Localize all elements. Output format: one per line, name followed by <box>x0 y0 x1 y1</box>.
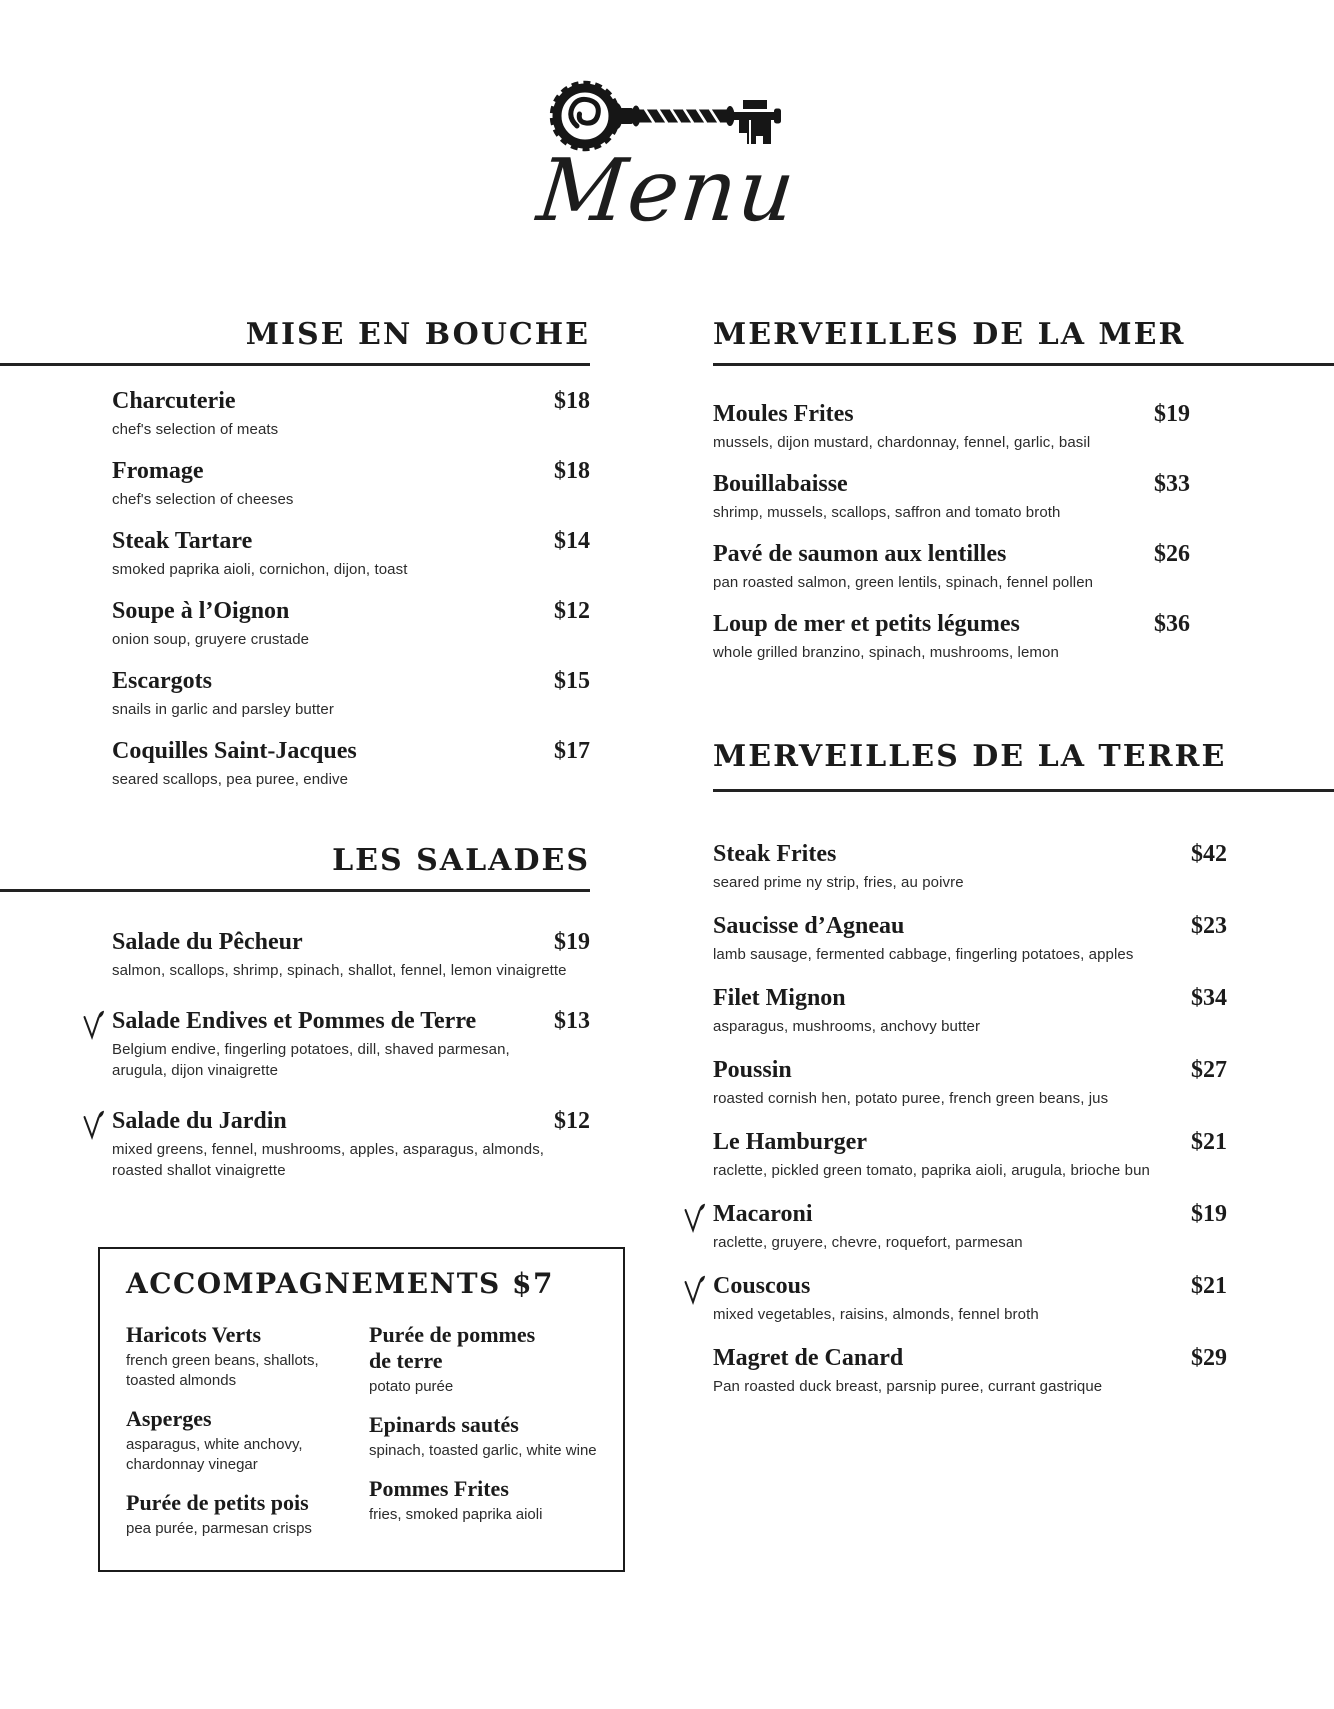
item-description: onion soup, gruyere crustade <box>112 631 310 648</box>
item-price: $42 <box>1191 841 1227 867</box>
item-description: french green beans, shallots, toasted almonds <box>126 1352 319 1389</box>
section-title: LES SALADES <box>332 843 590 878</box>
item-name: Charcuterie <box>112 388 236 414</box>
item-description: mussels, dijon mustard, chardonnay, fennel, garlic, basil <box>713 434 1091 451</box>
item-name: Saucisse d’Agneau <box>713 913 905 939</box>
item-price: $13 <box>554 1008 590 1034</box>
item-name-row <box>112 666 590 696</box>
item-price: $18 <box>554 458 590 484</box>
menu-item <box>713 1271 1227 1325</box>
section-les-salades <box>0 842 590 1206</box>
item-name: Filet Mignon <box>713 985 846 1011</box>
item-name: Steak Frites <box>713 841 837 867</box>
item-name: Haricots Verts <box>126 1322 262 1347</box>
item-name-row <box>112 1106 590 1136</box>
item-price: $33 <box>1154 471 1190 497</box>
item-name: Pommes Frites <box>369 1476 509 1501</box>
section-items <box>713 366 1190 663</box>
item-name-row <box>713 911 1227 941</box>
item-price: $19 <box>1154 401 1190 427</box>
menu-item <box>713 1127 1227 1181</box>
item-name-row <box>112 386 590 416</box>
vegetarian-icon <box>681 1275 705 1305</box>
vegetarian-icon <box>681 1203 705 1233</box>
item-price: $19 <box>554 929 590 955</box>
item-name: Salade du Jardin <box>112 1108 287 1134</box>
menu-item <box>713 399 1190 453</box>
item-price: $12 <box>554 1108 590 1134</box>
item-description: raclette, gruyere, chevre, roquefort, parmesan <box>713 1234 1023 1251</box>
menu-item <box>713 609 1190 663</box>
item-description: chef's selection of cheeses <box>112 491 294 508</box>
item-price: $27 <box>1191 1057 1227 1083</box>
item-description: whole grilled branzino, spinach, mushrooms, lemon <box>713 644 1059 661</box>
item-name-row <box>112 927 590 957</box>
item-name-row <box>713 469 1190 499</box>
section-merveilles-de-la-terre <box>713 738 1334 1415</box>
item-description: roasted cornish hen, potato puree, french green beans, jus <box>713 1090 1109 1107</box>
item-description: shrimp, mussels, scallops, saffron and tomato broth <box>713 504 1061 521</box>
vegetarian-icon <box>80 1110 104 1140</box>
section-title: MERVEILLES DE LA MER <box>713 317 1186 352</box>
item-price: $12 <box>554 598 590 624</box>
menu-item <box>112 1106 590 1181</box>
item-description: lamb sausage, fermented cabbage, fingerling potatoes, apples <box>713 946 1134 963</box>
item-name: Loup de mer et petits légumes <box>713 611 1020 637</box>
item-description: chef's selection of meats <box>112 421 279 438</box>
item-name: Moules Frites <box>713 401 854 427</box>
item-name: Poussin <box>713 1057 792 1083</box>
item-name: Purée de petits pois <box>126 1490 309 1515</box>
item-name: Salade du Pêcheur <box>112 929 303 955</box>
section-items <box>713 792 1227 1397</box>
item-name-row <box>713 839 1227 869</box>
accompagnements-column-left <box>126 1322 369 1554</box>
item-description: mixed greens, fennel, mushrooms, apples, asparagus, almonds, roasted shallot vinaigrette <box>112 1141 545 1179</box>
item-description: seared scallops, pea puree, endive <box>112 771 349 788</box>
item-description: seared prime ny strip, fries, au poivre <box>713 874 964 891</box>
item-name-row <box>112 526 590 556</box>
section-items <box>112 366 590 790</box>
section-mise-en-bouche <box>0 316 590 806</box>
item-name: Escargots <box>112 668 212 694</box>
item-name: Asperges <box>126 1406 212 1431</box>
item-name-row <box>713 1199 1227 1229</box>
menu-item <box>112 666 590 720</box>
menu-item <box>713 839 1227 893</box>
accompagnement-item <box>369 1412 601 1461</box>
accompagnements-column-right <box>369 1322 601 1554</box>
item-description: snails in garlic and parsley butter <box>112 701 334 718</box>
item-name: Magret de Canard <box>713 1345 904 1371</box>
item-description: potato purée <box>369 1378 454 1395</box>
section-title: MERVEILLES DE LA TERRE <box>713 739 1227 774</box>
item-description: raclette, pickled green tomato, paprika aioli, arugula, brioche bun <box>713 1162 1150 1179</box>
item-price: $15 <box>554 668 590 694</box>
menu-item <box>713 539 1190 593</box>
item-name: Purée de pommes de terre <box>369 1322 536 1373</box>
menu-item <box>713 911 1227 965</box>
accompagnement-item <box>126 1406 369 1475</box>
item-price: $29 <box>1191 1345 1227 1371</box>
item-price: $23 <box>1191 913 1227 939</box>
menu-item <box>112 736 590 790</box>
menu-item <box>713 1055 1227 1109</box>
item-price: $36 <box>1154 611 1190 637</box>
item-name-row <box>112 596 590 626</box>
menu-item <box>713 1343 1227 1397</box>
item-name-row <box>713 1271 1227 1301</box>
item-name-row <box>713 1055 1227 1085</box>
menu-item <box>112 596 590 650</box>
section-items <box>112 892 590 1181</box>
item-name: Macaroni <box>713 1201 813 1227</box>
item-name-row <box>112 456 590 486</box>
item-price: $17 <box>554 738 590 764</box>
item-price: $19 <box>1191 1201 1227 1227</box>
item-name: Salade Endives et Pommes de Terre <box>112 1008 477 1034</box>
item-description: pan roasted salmon, green lentils, spinach, fennel pollen <box>713 574 1094 591</box>
menu-item <box>112 927 590 981</box>
item-name: Couscous <box>713 1273 811 1299</box>
menu-item <box>112 1006 590 1081</box>
item-description: pea purée, parmesan crisps <box>126 1520 312 1537</box>
item-name: Soupe à l’Oignon <box>112 598 290 624</box>
menu-item <box>112 386 590 440</box>
accompagnement-item <box>126 1322 369 1391</box>
page-title: Menu <box>532 141 802 241</box>
menu-item <box>713 983 1227 1037</box>
item-name: Le Hamburger <box>713 1129 867 1155</box>
item-name-row <box>713 983 1227 1013</box>
accompagnement-item <box>126 1490 369 1539</box>
item-description: asparagus, mushrooms, anchovy butter <box>713 1018 981 1035</box>
item-name-row <box>112 1006 590 1036</box>
item-description: Belgium endive, fingerling potatoes, dill, shaved parmesan, arugula, dijon vinaigrette <box>112 1041 510 1079</box>
item-description: spinach, toasted garlic, white wine <box>369 1442 597 1459</box>
item-name: Steak Tartare <box>112 528 253 554</box>
item-name: Fromage <box>112 458 204 484</box>
menu-item <box>112 456 590 510</box>
item-name-row <box>112 736 590 766</box>
item-description: smoked paprika aioli, cornichon, dijon, toast <box>112 561 408 578</box>
item-description: salmon, scallops, shrimp, spinach, shallot, fennel, lemon vinaigrette <box>112 962 567 979</box>
item-description: fries, smoked paprika aioli <box>369 1506 543 1523</box>
item-price: $21 <box>1191 1273 1227 1299</box>
item-price: $26 <box>1154 541 1190 567</box>
item-name: Bouillabaisse <box>713 471 848 497</box>
item-name-row <box>713 609 1190 639</box>
vegetarian-icon <box>80 1010 104 1040</box>
item-name-row <box>713 539 1190 569</box>
item-price: $21 <box>1191 1129 1227 1155</box>
accompagnement-item <box>369 1322 601 1397</box>
section-title: MISE EN BOUCHE <box>245 317 590 352</box>
item-name-row <box>713 399 1190 429</box>
item-name: Epinards sautés <box>369 1412 519 1437</box>
item-price: $34 <box>1191 985 1227 1011</box>
menu-item <box>713 469 1190 523</box>
item-description: asparagus, white anchovy, chardonnay vinegar <box>126 1436 303 1473</box>
item-description: mixed vegetables, raisins, almonds, fennel broth <box>713 1306 1039 1323</box>
item-name: Pavé de saumon aux lentilles <box>713 541 1007 567</box>
item-description: Pan roasted duck breast, parsnip puree, currant gastrique <box>713 1378 1103 1395</box>
item-name-row <box>713 1343 1227 1373</box>
item-price: $18 <box>554 388 590 414</box>
item-price: $14 <box>554 528 590 554</box>
accompagnements-title: ACCOMPAGNEMENTS $7 <box>126 1267 554 1300</box>
accompagnements-box <box>98 1247 625 1572</box>
menu-item <box>713 1199 1227 1253</box>
accompagnement-item <box>369 1476 601 1525</box>
section-merveilles-de-la-mer <box>713 316 1334 679</box>
item-name-row <box>713 1127 1227 1157</box>
item-name: Coquilles Saint-Jacques <box>112 738 357 764</box>
accompagnements-grid <box>126 1322 599 1554</box>
menu-item <box>112 526 590 580</box>
